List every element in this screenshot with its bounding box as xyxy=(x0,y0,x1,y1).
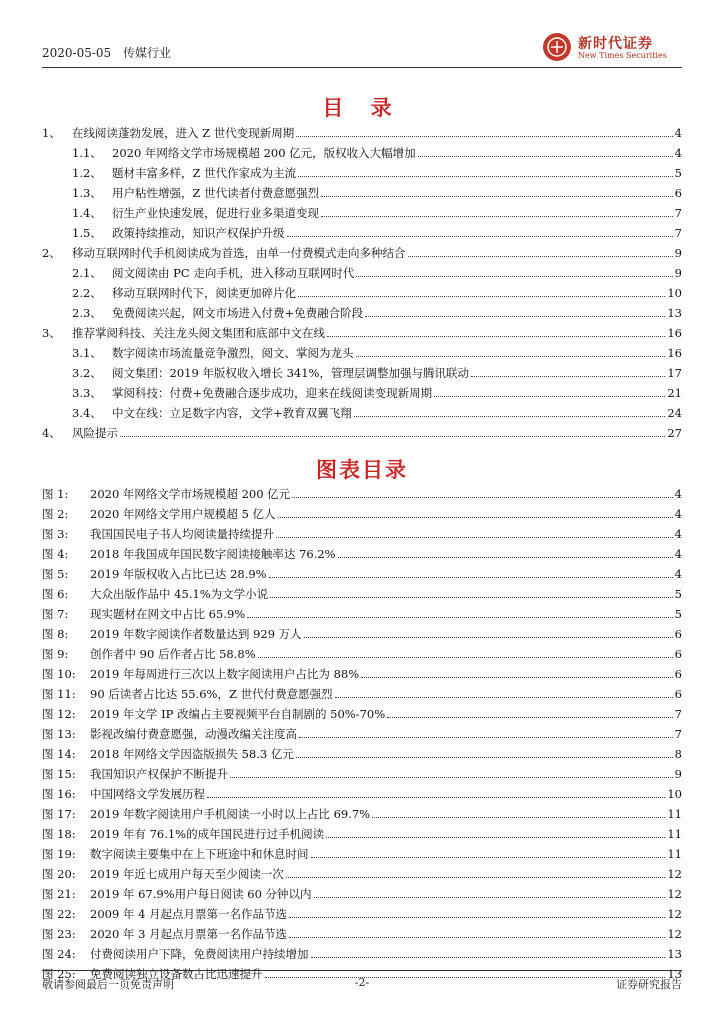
toc-entry-number: 2.1、 xyxy=(72,266,102,280)
figure-entry[interactable] xyxy=(42,724,682,744)
toc-entry-number: 1、 xyxy=(42,126,61,140)
figure-entry-number: 图 7: xyxy=(42,607,69,621)
dot-leader xyxy=(326,836,665,838)
figure-entry-label: 影视改编付费意愿强，动漫改编关注度高 xyxy=(90,727,297,741)
report-category: 传媒行业 xyxy=(123,46,172,60)
figure-entry[interactable] xyxy=(42,864,682,884)
dot-leader xyxy=(270,596,672,598)
figure-entry-number: 图 22: xyxy=(42,907,76,921)
toc-entry-label: 阅文阅读由 PC 走向手机，进入移动互联网时代 xyxy=(112,266,355,280)
dot-leader xyxy=(269,576,673,578)
header-text xyxy=(42,44,179,61)
dot-leader xyxy=(372,816,665,818)
figure-entry-number: 图 5: xyxy=(42,567,69,581)
figure-entry-label: 2019 年近七成用户每天至少阅读一次 xyxy=(90,867,284,881)
toc-entry-number: 4、 xyxy=(42,426,61,440)
figure-entry-page: 13 xyxy=(667,947,682,961)
figure-entry-label: 2019 年有 76.1%的成年国民进行过手机阅读 xyxy=(90,827,325,841)
dot-leader xyxy=(258,656,673,658)
toc-entry-label: 数字阅读市场流量竞争激烈，阅文、掌阅为龙头 xyxy=(112,346,354,360)
dot-leader xyxy=(354,415,666,417)
toc-entry-number: 2、 xyxy=(42,246,61,260)
dot-leader xyxy=(311,956,666,958)
figure-entry-number: 图 2: xyxy=(42,507,69,521)
toc-entry-number: 3.2、 xyxy=(72,366,102,380)
toc-entry-label: 风险提示 xyxy=(72,426,118,440)
figure-entry-page: 12 xyxy=(667,907,682,921)
figures-title: 图表目录 xyxy=(316,457,408,482)
toc-entry-label: 推荐掌阅科技、关注龙头阅文集团和底部中文在线 xyxy=(72,326,325,340)
figure-entry-number: 图 9: xyxy=(42,647,69,661)
dot-leader xyxy=(314,896,666,898)
dot-leader xyxy=(298,295,665,297)
toc-entry-label: 用户粘性增强，Z 世代读者付费意愿强烈 xyxy=(112,186,320,200)
figure-entry-page: 6 xyxy=(674,627,682,641)
footer-disclaimer: 敬请参阅最后一页免责声明 xyxy=(42,978,174,991)
figure-entry-label: 2019 年文学 IP 改编占主要视频平台自制剧的 50%-70% xyxy=(90,707,386,721)
toc-entry-label: 2020 年网络文学市场规模超 200 亿元，版权收入大幅增加 xyxy=(112,146,416,160)
figure-entry-page: 5 xyxy=(674,607,682,621)
toc-entry-page: 21 xyxy=(667,386,682,400)
figure-entry-number: 图 6: xyxy=(42,587,69,601)
figure-entry-number: 图 13: xyxy=(42,727,76,741)
figure-entry[interactable] xyxy=(42,604,682,624)
figure-entry-label: 现实题材在网文中占比 65.9% xyxy=(90,607,246,621)
figure-entry-label: 2020 年网络文学用户规模超 5 亿人 xyxy=(90,507,276,521)
dot-leader xyxy=(321,215,673,217)
toc-entry-page: 13 xyxy=(667,306,682,320)
toc-entry-number: 3.1、 xyxy=(72,346,102,360)
toc-entry[interactable] xyxy=(42,403,682,423)
dot-leader xyxy=(471,375,665,377)
toc-entry[interactable] xyxy=(42,343,682,363)
figure-entry-page: 6 xyxy=(674,687,682,701)
report-date: 2020-05-05 xyxy=(42,46,112,60)
figure-entry-page: 6 xyxy=(674,647,682,661)
toc-entry-page: 10 xyxy=(667,286,682,300)
figure-entry-number: 图 12: xyxy=(42,707,76,721)
toc-entry-page: 6 xyxy=(674,186,682,200)
logo-name-en: New Times Securities xyxy=(578,51,667,60)
toc-entry[interactable] xyxy=(42,423,682,443)
dot-leader xyxy=(247,616,672,618)
toc-entry[interactable] xyxy=(42,143,682,163)
toc-entry-label: 衍生产业快速发展，促进行业多渠道变现 xyxy=(112,206,319,220)
figure-entry-label: 付费阅读用户下降，免费阅读用户持续增加 xyxy=(90,947,309,961)
toc-list xyxy=(42,123,682,443)
dot-leader xyxy=(434,395,665,397)
dot-leader xyxy=(286,876,665,878)
toc-entry-label: 在线阅读蓬勃发展，进入 Z 世代变现新周期 xyxy=(72,126,295,140)
toc-entry[interactable] xyxy=(42,203,682,223)
logo-seal-icon xyxy=(542,32,572,62)
figure-entry-number: 图 20: xyxy=(42,867,76,881)
toc-entry-number: 3.3、 xyxy=(72,386,102,400)
figure-entry-page: 4 xyxy=(674,567,682,581)
figure-entry-label: 我国知识产权保护不断提升 xyxy=(90,767,228,781)
dot-leader xyxy=(299,736,673,738)
figure-entry-label: 数字阅读主要集中在上下班途中和休息时间 xyxy=(90,847,309,861)
dot-leader xyxy=(296,756,673,758)
toc-entry[interactable] xyxy=(42,163,682,183)
toc-entry-number: 3、 xyxy=(42,326,61,340)
figure-entry-label: 2019 年每周进行三次以上数字阅读用户占比为 88% xyxy=(90,667,360,681)
page-header xyxy=(42,30,682,66)
dot-leader xyxy=(311,856,666,858)
toc-entry-page: 24 xyxy=(667,406,682,420)
figure-entry-label: 2019 年版权收入占比已达 28.9% xyxy=(90,567,267,581)
page-footer xyxy=(42,976,682,992)
figure-entry-number: 图 19: xyxy=(42,847,76,861)
figure-entry-label: 我国国民电子书人均阅读量持续提升 xyxy=(90,527,274,541)
toc-entry-page: 7 xyxy=(674,206,682,220)
toc-entry-number: 3.4、 xyxy=(72,406,102,420)
figure-entry-number: 图 25: xyxy=(42,967,76,981)
toc-entry[interactable] xyxy=(42,123,682,143)
figure-entry-page: 11 xyxy=(667,807,682,821)
toc-entry-page: 7 xyxy=(674,226,682,240)
figure-entry-page: 7 xyxy=(674,707,682,721)
figure-entry[interactable] xyxy=(42,744,682,764)
figure-entry[interactable] xyxy=(42,644,682,664)
figure-entry[interactable] xyxy=(42,544,682,564)
figure-entry-page: 8 xyxy=(674,747,682,761)
figure-entry[interactable] xyxy=(42,764,682,784)
toc-entry-page: 16 xyxy=(667,326,682,340)
figure-entry-number: 图 23: xyxy=(42,927,76,941)
figure-entry-label: 2019 年 67.9%用户每日阅读 60 分钟以内 xyxy=(90,887,312,901)
toc-entry-label: 移动互联网时代下，阅读更加碎片化 xyxy=(112,286,296,300)
dot-leader xyxy=(287,235,673,237)
figure-entry-page: 4 xyxy=(674,547,682,561)
toc-entry-page: 4 xyxy=(674,126,682,140)
figure-entry[interactable] xyxy=(42,664,682,684)
figure-entry-label: 2020 年网络文学市场规模超 200 亿元 xyxy=(90,487,291,501)
figure-entry-page: 9 xyxy=(674,767,682,781)
toc-entry-number: 2.3、 xyxy=(72,306,102,320)
figure-entry-page: 11 xyxy=(667,847,682,861)
toc-entry-label: 题材丰富多样，Z 世代作家成为主流 xyxy=(112,166,297,180)
dot-leader xyxy=(207,796,665,798)
figure-entry-page: 4 xyxy=(674,487,682,501)
toc-entry-label: 政策持续推动，知识产权保护升级 xyxy=(112,226,285,240)
figure-entry-number: 图 1: xyxy=(42,487,69,501)
figure-entry-label: 90 后读者占比达 55.6%，Z 世代付费意愿强烈 xyxy=(90,687,333,701)
header-divider xyxy=(42,67,682,68)
figure-entry[interactable] xyxy=(42,484,682,504)
toc-entry[interactable] xyxy=(42,283,682,303)
toc-title: 目 录 xyxy=(322,95,402,120)
figure-entry-label: 2009 年 4 月起点月票第一名作品节选 xyxy=(90,907,288,921)
figure-entry[interactable] xyxy=(42,584,682,604)
figure-entry-page: 6 xyxy=(674,667,682,681)
dot-leader xyxy=(289,916,665,918)
page-number: -2- xyxy=(354,976,370,989)
toc-entry-label: 阅文集团：2019 年版权收入增长 341%，管理层调整加强与腾讯联动 xyxy=(112,366,469,380)
dot-leader xyxy=(338,556,673,558)
toc-entry[interactable] xyxy=(42,243,682,263)
figure-entry[interactable] xyxy=(42,944,682,964)
toc-entry-page: 16 xyxy=(667,346,682,360)
figure-entry-number: 图 11: xyxy=(42,687,76,701)
toc-entry[interactable] xyxy=(42,303,682,323)
figure-entry-page: 10 xyxy=(667,787,682,801)
dot-leader xyxy=(278,516,673,518)
figure-entry-label: 创作者中 90 后作者占比 58.8% xyxy=(90,647,256,661)
toc-entry-number: 1.1、 xyxy=(72,146,102,160)
toc-entry-page: 27 xyxy=(667,426,682,440)
dot-leader xyxy=(387,716,672,718)
toc-entry[interactable] xyxy=(42,383,682,403)
figure-entry-number: 图 10: xyxy=(42,667,76,681)
dot-leader xyxy=(298,175,673,177)
figure-entry-page: 11 xyxy=(667,827,682,841)
dot-leader xyxy=(335,696,673,698)
figure-entry-label: 2019 年数字阅读作者数量达到 929 万人 xyxy=(90,627,302,641)
toc-entry-label: 中文在线：立足数字内容，文学+教育双翼飞翔 xyxy=(112,406,352,420)
dot-leader xyxy=(361,676,673,678)
figure-entry-number: 图 18: xyxy=(42,827,76,841)
toc-entry-label: 免费阅读兴起，网文市场进入付费+免费融合阶段 xyxy=(112,306,364,320)
figure-entry-label: 2019 年数字阅读用户手机阅读一小时以上占比 69.7% xyxy=(90,807,371,821)
figure-entry[interactable] xyxy=(42,684,682,704)
figure-entry[interactable] xyxy=(42,904,682,924)
toc-entry-number: 1.2、 xyxy=(72,166,102,180)
toc-entry-label: 掌阅科技：付费+免费融合逐步成功，迎来在线阅读变现新周期 xyxy=(112,386,433,400)
figure-entry-label: 大众出版作品中 45.1%为文学小说 xyxy=(90,587,269,601)
figure-entry-page: 4 xyxy=(674,527,682,541)
toc-entry[interactable] xyxy=(42,263,682,283)
toc-entry-page: 9 xyxy=(674,266,682,280)
dot-leader xyxy=(356,275,672,277)
figure-entry-page: 12 xyxy=(667,927,682,941)
dot-leader xyxy=(365,315,665,317)
figure-entry-page: 4 xyxy=(674,507,682,521)
dot-leader xyxy=(327,335,665,337)
toc-entry-page: 4 xyxy=(674,146,682,160)
toc-entry-page: 5 xyxy=(674,166,682,180)
figure-entry-label: 中国网络文学发展历程 xyxy=(90,787,205,801)
figure-entry-label: 免费阅读独立设备数占比迅速提升 xyxy=(90,967,263,981)
figure-entry[interactable] xyxy=(42,524,682,544)
figure-entry-page: 5 xyxy=(674,587,682,601)
toc-entry-page: 9 xyxy=(674,246,682,260)
figure-entry-number: 图 16: xyxy=(42,787,76,801)
figure-entry[interactable] xyxy=(42,884,682,904)
figure-list xyxy=(42,484,682,984)
figure-entry-number: 图 4: xyxy=(42,547,69,561)
toc-entry[interactable] xyxy=(42,323,682,343)
figure-entry-number: 图 17: xyxy=(42,807,76,821)
figure-entry-page: 12 xyxy=(667,887,682,901)
toc-entry[interactable] xyxy=(42,183,682,203)
toc-entry-number: 1.4、 xyxy=(72,206,102,220)
dot-leader xyxy=(304,636,673,638)
dot-leader xyxy=(296,135,672,137)
footer-divider xyxy=(42,970,682,971)
toc-entry-number: 1.3、 xyxy=(72,186,102,200)
figure-entry[interactable] xyxy=(42,824,682,844)
dot-leader xyxy=(120,435,665,437)
dot-leader xyxy=(418,155,673,157)
dot-leader xyxy=(408,255,673,257)
figure-entry[interactable] xyxy=(42,504,682,524)
figure-entry-page: 12 xyxy=(667,867,682,881)
figure-entry-page: 13 xyxy=(667,967,682,981)
figure-entry-number: 图 15: xyxy=(42,767,76,781)
company-logo xyxy=(542,32,682,64)
dot-leader xyxy=(356,355,666,357)
figure-entry-number: 图 21: xyxy=(42,887,76,901)
figure-entry-label: 2020 年 3 月起点月票第一名作品节选 xyxy=(90,927,288,941)
toc-entry[interactable] xyxy=(42,223,682,243)
figure-entry-page: 7 xyxy=(674,727,682,741)
figure-entry-number: 图 3: xyxy=(42,527,69,541)
toc-entry-page: 17 xyxy=(667,366,682,380)
footer-report-type: 证券研究报告 xyxy=(616,978,682,991)
figure-entry[interactable] xyxy=(42,844,682,864)
dot-leader xyxy=(276,536,673,538)
dot-leader xyxy=(230,776,673,778)
dot-leader xyxy=(321,195,673,197)
figure-entry[interactable] xyxy=(42,624,682,644)
figure-entry[interactable] xyxy=(42,804,682,824)
figure-entry[interactable] xyxy=(42,924,682,944)
figure-entry-label: 2018 年我国成年国民数字阅读接触率达 76.2% xyxy=(90,547,336,561)
toc-entry-number: 1.5、 xyxy=(72,226,102,240)
figure-entry[interactable] xyxy=(42,784,682,804)
toc-entry[interactable] xyxy=(42,363,682,383)
dot-leader xyxy=(292,496,672,498)
logo-name-cn: 新时代证券 xyxy=(578,36,653,52)
toc-entry-number: 2.2、 xyxy=(72,286,102,300)
toc-entry-label: 移动互联网时代手机阅读成为首选，由单一付费模式走向多种结合 xyxy=(72,246,406,260)
figure-entry-number: 图 24: xyxy=(42,947,76,961)
figure-entry[interactable] xyxy=(42,564,682,584)
dot-leader xyxy=(289,936,665,938)
figure-entry-label: 2018 年网络文学因盗版损失 58.3 亿元 xyxy=(90,747,294,761)
figure-entry-number: 图 8: xyxy=(42,627,69,641)
figure-entry[interactable] xyxy=(42,704,682,724)
figure-entry-number: 图 14: xyxy=(42,747,76,761)
